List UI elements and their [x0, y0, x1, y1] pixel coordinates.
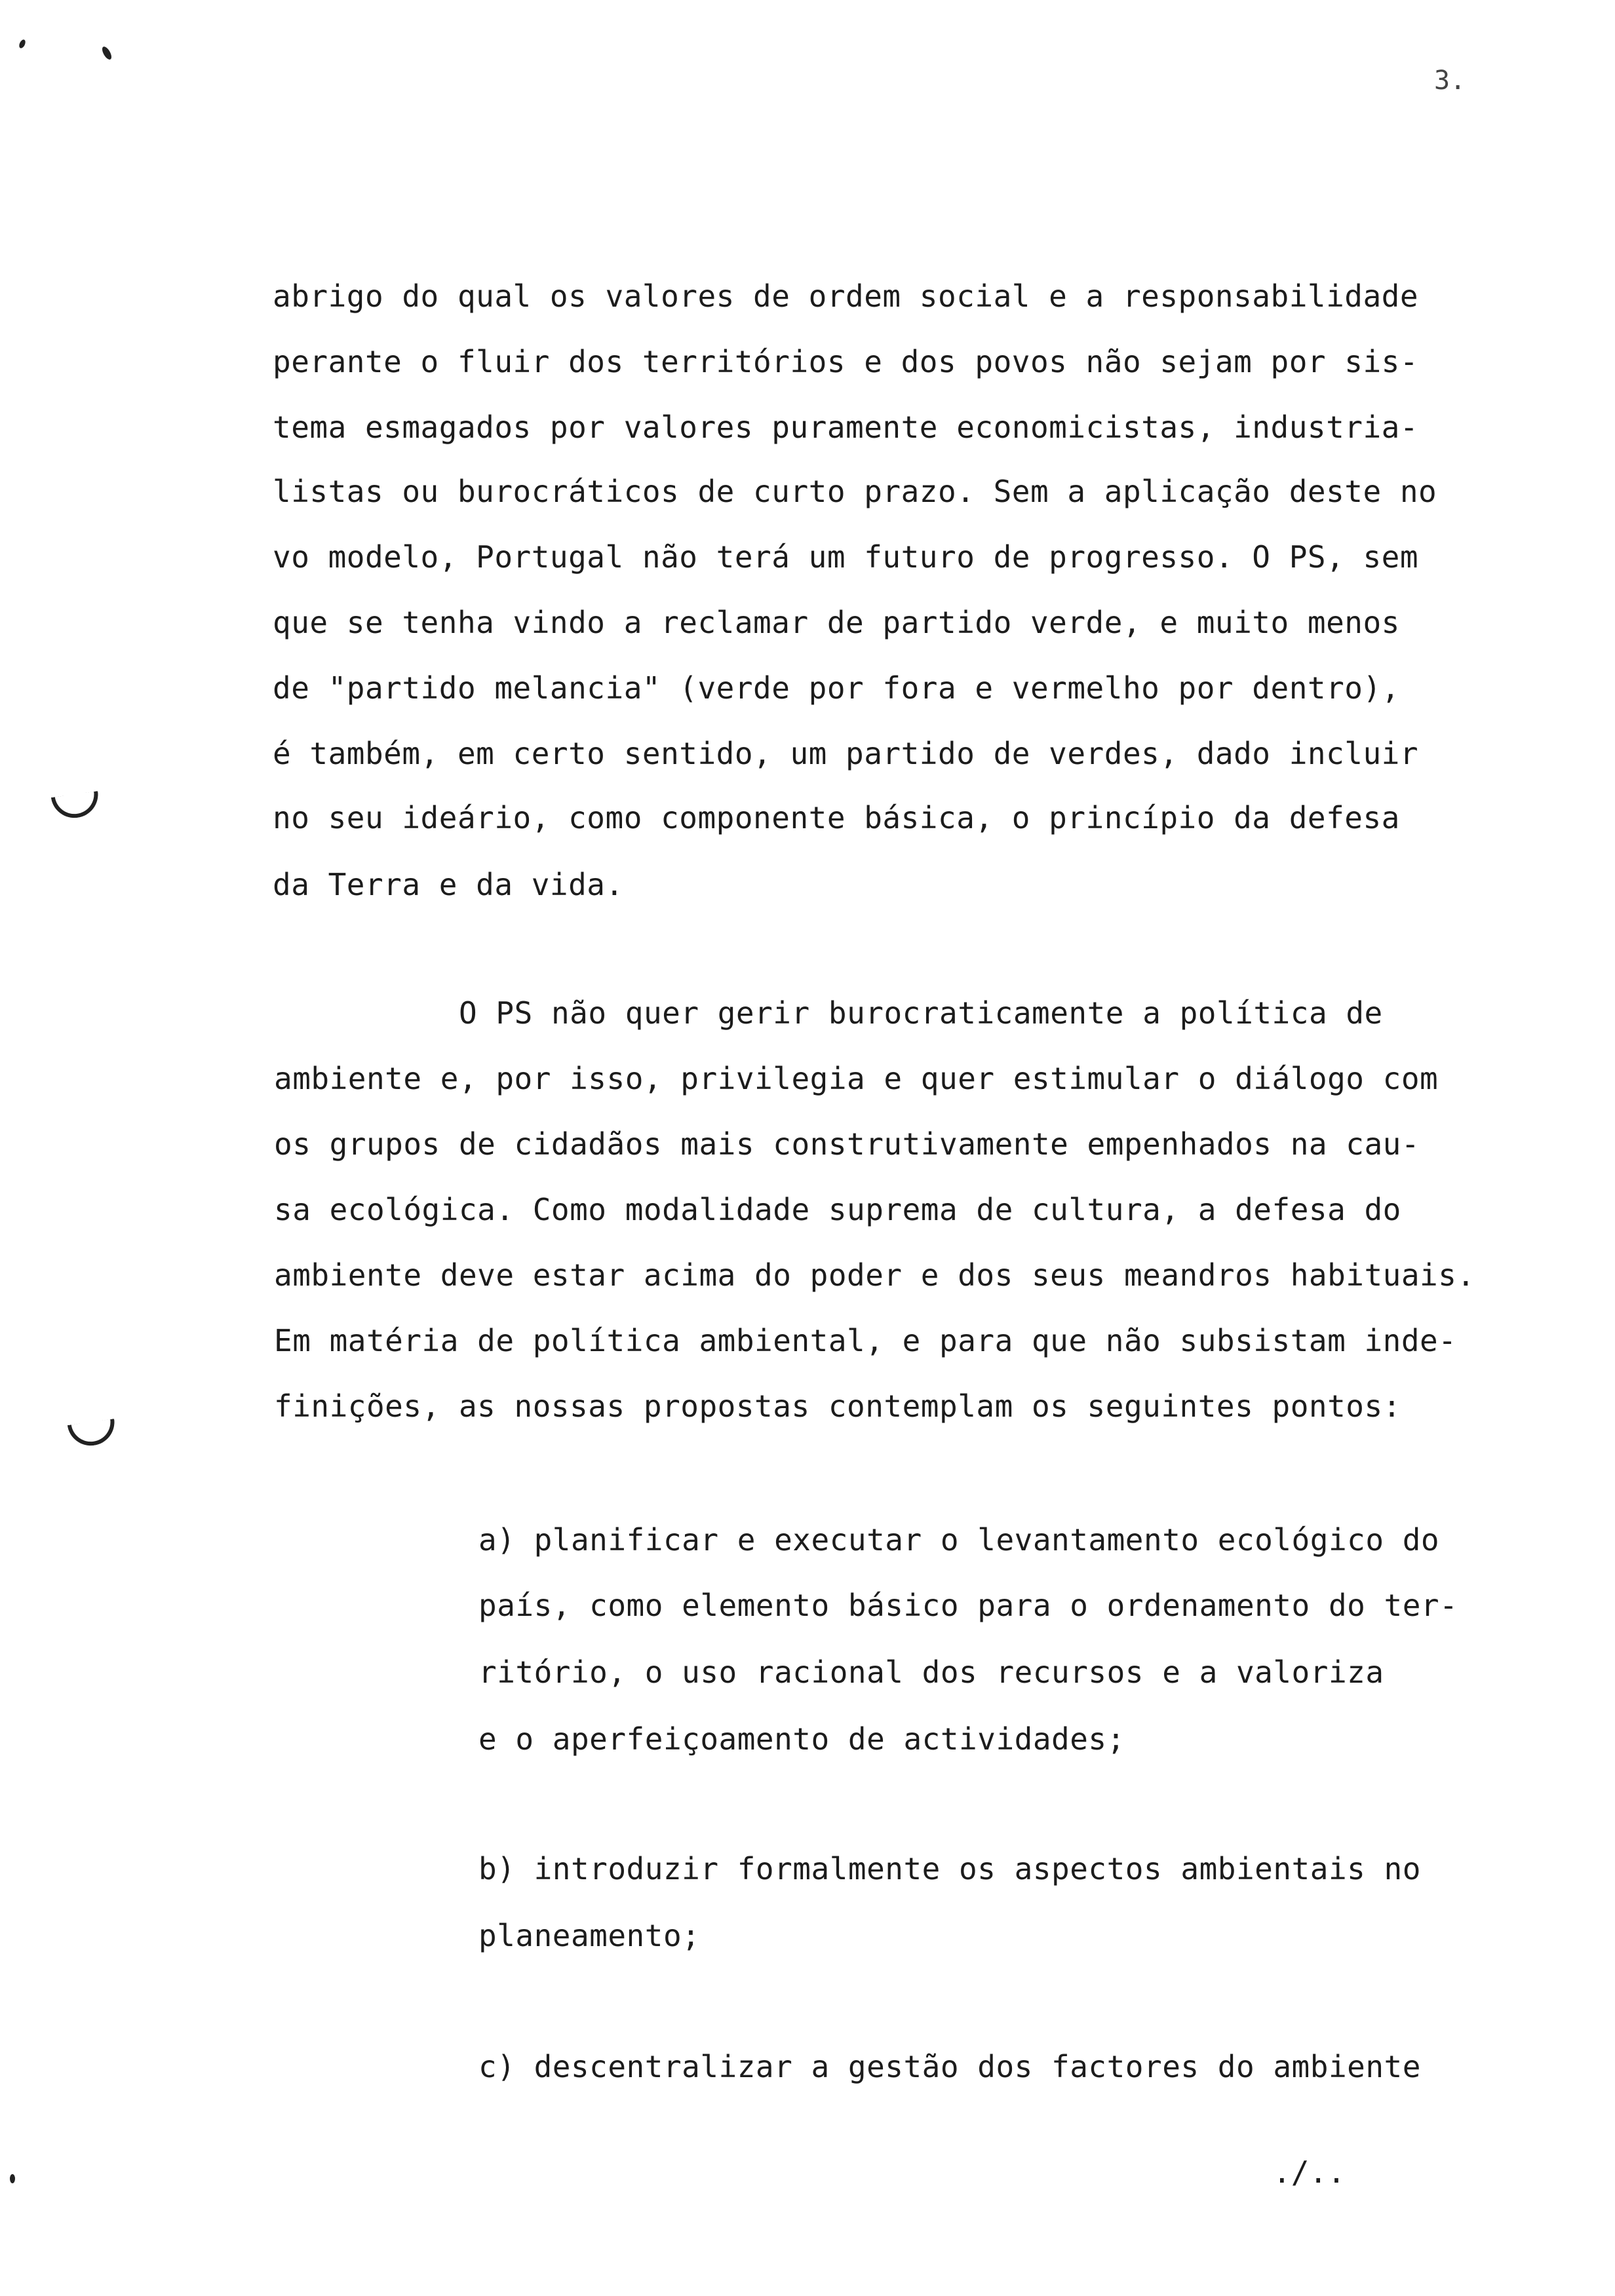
text-line: tema esmagados por valores puramente economicistas, industria-	[273, 410, 1419, 445]
punch-hole-mark	[68, 1419, 117, 1449]
text-line: é também, em certo sentido, um partido de verdes, dado incluir	[273, 736, 1419, 771]
text-line: ambiente deve estar acima do poder e dos seus meandros habituais.	[274, 1257, 1475, 1293]
text-line: b) introduzir formalmente os aspectos ambientais no	[478, 1851, 1421, 1886]
text-line: os grupos de cidadãos mais construtivamente empenhados na cau-	[274, 1126, 1420, 1162]
text-line: da Terra e da vida.	[273, 867, 624, 902]
text-line: de "partido melancia" (verde por fora e vermelho por dentro),	[273, 670, 1400, 706]
continuation-mark: ./..	[1273, 2154, 1346, 2190]
text-line: e o aperfeiçoamento de actividades;	[478, 1721, 1125, 1757]
text-line: vo modelo, Portugal não terá um futuro de progresso. O PS, sem	[273, 539, 1419, 575]
text-line: O PS não quer gerir burocraticamente a política de	[459, 995, 1383, 1031]
text-line: planeamento;	[478, 1918, 701, 1953]
scan-speck	[10, 2174, 15, 2183]
text-line: sa ecológica. Como modalidade suprema de cultura, a defesa do	[274, 1192, 1401, 1227]
text-line: ambiente e, por isso, privilegia e quer estimular o diálogo com	[274, 1061, 1439, 1096]
text-line: que se tenha vindo a reclamar de partido verde, e muito menos	[273, 605, 1400, 640]
scan-speck	[100, 45, 113, 61]
text-line: abrigo do qual os valores de ordem social e a responsabilidade	[273, 278, 1419, 314]
text-line: listas ou burocráticos de curto prazo. Sem a aplicação deste no	[273, 474, 1437, 509]
text-line: país, como elemento básico para o ordenamento do ter-	[478, 1588, 1458, 1623]
text-line: ritório, o uso racional dos recursos e a valoriza	[478, 1655, 1384, 1690]
text-line: finições, as nossas propostas contemplam os seguintes pontos:	[274, 1388, 1401, 1424]
scan-speck	[18, 39, 26, 49]
text-line: a) planificar e executar o levantamento ecológico do	[478, 1522, 1440, 1558]
page-number: 3.	[1434, 66, 1466, 96]
text-line: no seu ideário, como componente básica, o princípio da defesa	[273, 800, 1400, 835]
text-line: Em matéria de política ambiental, e para que não subsistam inde-	[274, 1323, 1457, 1358]
text-line: perante o fluir dos territórios e dos povos não sejam por sis-	[273, 344, 1419, 379]
text-line: c) descentralizar a gestão dos factores do ambiente	[478, 2049, 1421, 2084]
punch-hole-mark	[51, 791, 101, 821]
